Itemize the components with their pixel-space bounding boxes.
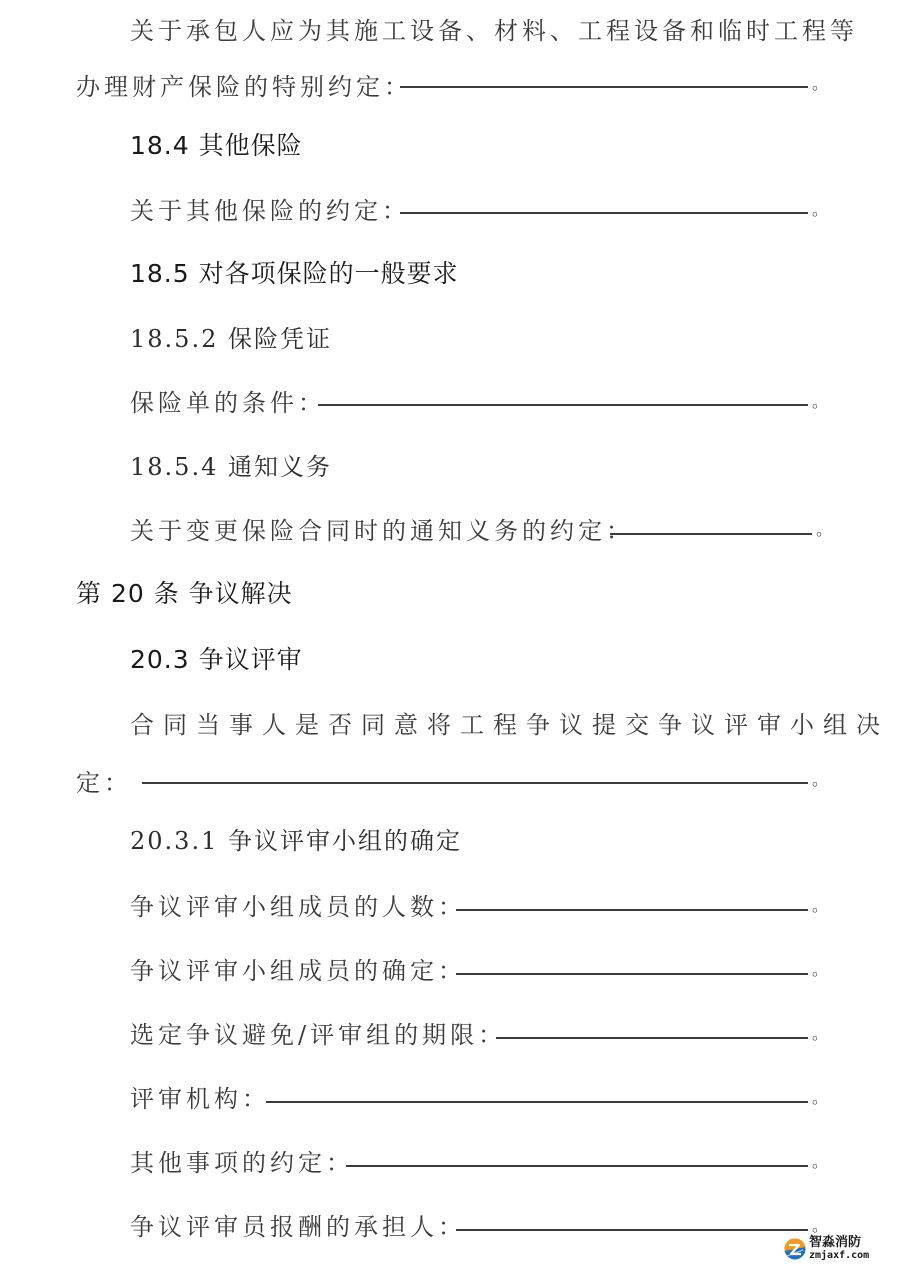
heading-text: 18.5.4 通知义务 xyxy=(130,453,332,481)
blank-field-reviewer-fee-bearer[interactable] xyxy=(456,1229,808,1231)
field-label: 选定争议避免/评审组的期限： xyxy=(130,1021,507,1049)
article-heading-20 xyxy=(76,570,293,610)
paragraph-text: 关于承包人应为其施工设备、材料、工程设备和临时工程等 xyxy=(130,17,858,45)
blank-field-review-institution[interactable] xyxy=(266,1101,808,1103)
heading-text: 18.5.2 保险凭证 xyxy=(130,325,332,353)
paragraph-text: 合同当事人是否同意将工程争议提交争议评审小组决 xyxy=(130,711,889,739)
field-row-other-insurance xyxy=(130,186,410,226)
section-heading-20-3 xyxy=(130,636,303,676)
blank-field-property-insurance[interactable] xyxy=(400,86,808,88)
heading-text: 20.3 争议评审 xyxy=(130,645,303,674)
field-label: 争议评审小组成员的确定： xyxy=(130,957,466,985)
field-label: 办理财产保险的特别约定： xyxy=(76,73,412,101)
field-label: 定： xyxy=(76,769,132,797)
blank-field-other-insurance[interactable] xyxy=(400,212,808,214)
period-mark: 。 xyxy=(812,1088,829,1107)
subsection-heading-18-5-4 xyxy=(130,442,332,482)
heading-text: 20.3.1 争议评审小组的确定 xyxy=(130,827,462,855)
field-row-property-insurance xyxy=(76,62,412,102)
period-mark: 。 xyxy=(812,896,829,915)
blank-field-other-matters[interactable] xyxy=(346,1165,808,1167)
period-mark: 。 xyxy=(816,520,833,539)
blank-field-dispute-review-consent[interactable] xyxy=(142,782,808,784)
field-label: 其他事项的约定： xyxy=(130,1149,354,1177)
period-mark: 。 xyxy=(812,200,829,219)
blank-field-panel-member-count[interactable] xyxy=(456,909,808,911)
watermark-url: zmjaxf.com xyxy=(809,1250,870,1261)
field-row-selection-deadline xyxy=(130,1010,506,1050)
field-row-policy-conditions xyxy=(130,378,326,418)
field-label: 关于变更保险合同时的通知义务的约定： xyxy=(130,517,634,545)
watermark xyxy=(784,1236,869,1261)
subsection-heading-20-3-1 xyxy=(130,816,462,856)
zhimiao-logo-icon xyxy=(784,1238,806,1260)
field-row-reviewer-fee-bearer xyxy=(130,1202,466,1242)
watermark-text xyxy=(809,1236,869,1261)
field-label: 保险单的条件： xyxy=(130,389,326,417)
field-row-notification-duty xyxy=(130,506,634,546)
period-mark: 。 xyxy=(812,770,829,789)
blank-field-policy-conditions[interactable] xyxy=(318,404,808,406)
field-row-dispute-review-consent xyxy=(76,758,132,798)
period-mark: 。 xyxy=(812,392,829,411)
heading-text: 18.5 对各项保险的一般要求 xyxy=(130,259,459,288)
period-mark: 。 xyxy=(812,1216,829,1235)
field-label: 争议评审员报酬的承担人： xyxy=(130,1213,466,1241)
period-mark: 。 xyxy=(812,74,829,93)
field-row-review-institution xyxy=(130,1074,270,1114)
blank-field-notification-duty[interactable] xyxy=(610,533,812,535)
period-mark: 。 xyxy=(812,1152,829,1171)
subsection-heading-18-5-2 xyxy=(130,314,332,354)
blank-field-selection-deadline[interactable] xyxy=(496,1037,808,1039)
period-mark: 。 xyxy=(812,1024,829,1043)
field-row-other-matters xyxy=(130,1138,354,1178)
paragraph-line xyxy=(130,6,858,46)
paragraph-line xyxy=(130,700,889,740)
blank-field-panel-member-selection[interactable] xyxy=(456,973,808,975)
section-heading-18-4 xyxy=(130,122,303,162)
field-label: 关于其他保险的约定： xyxy=(130,197,410,225)
heading-text: 第 20 条 争议解决 xyxy=(76,579,293,608)
watermark-name: 智淼消防 xyxy=(809,1235,862,1250)
field-label: 评审机构： xyxy=(130,1085,270,1113)
period-mark: 。 xyxy=(812,960,829,979)
field-label: 争议评审小组成员的人数： xyxy=(130,893,466,921)
section-heading-18-5 xyxy=(130,250,459,290)
heading-text: 18.4 其他保险 xyxy=(130,131,303,160)
field-row-panel-member-count xyxy=(130,882,466,922)
field-row-panel-member-selection xyxy=(130,946,466,986)
